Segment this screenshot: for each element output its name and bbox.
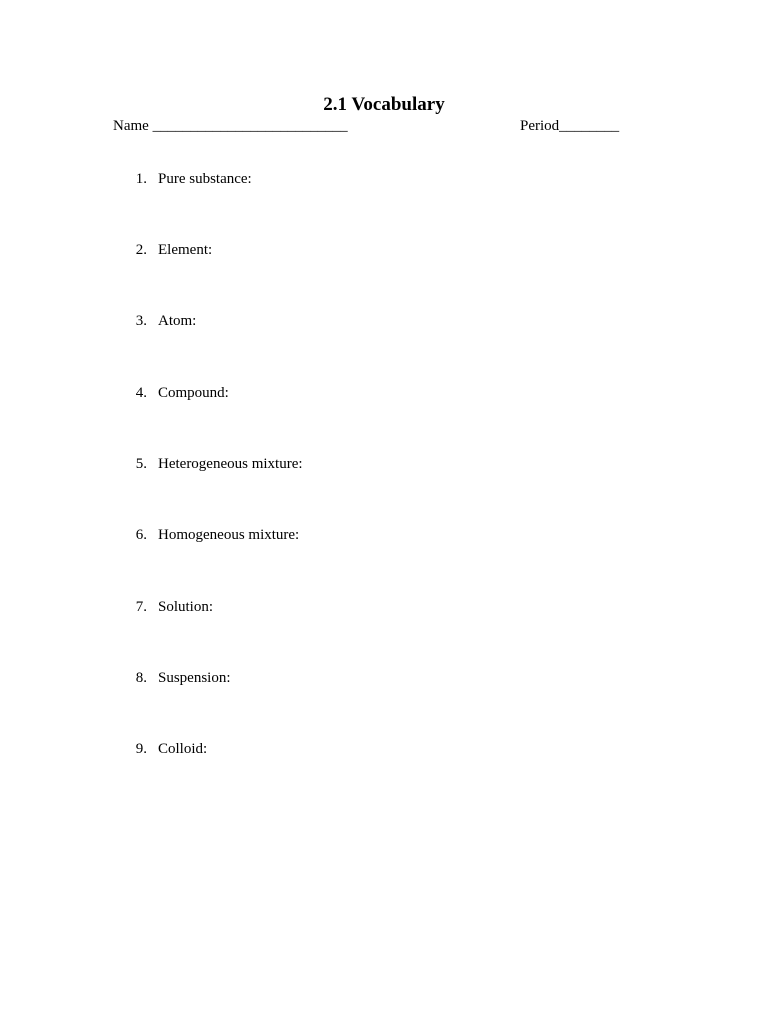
list-item — [0, 383, 768, 403]
item-number: 3. — [135, 313, 147, 329]
item-term: Homogeneous mixture: — [158, 527, 300, 543]
list-item — [0, 597, 768, 617]
item-number: 4. — [135, 385, 147, 401]
item-term: Element: — [158, 242, 213, 258]
list-item — [0, 311, 768, 331]
item-term: Compound: — [158, 385, 229, 401]
item-number: 2. — [135, 242, 147, 258]
item-term: Pure substance: — [158, 171, 252, 187]
item-number: 7. — [135, 599, 147, 615]
item-term: Solution: — [158, 599, 214, 615]
item-number: 6. — [135, 527, 147, 543]
item-term: Colloid: — [158, 741, 208, 757]
list-item — [0, 525, 768, 545]
item-number: 9. — [135, 741, 147, 757]
item-number: 5. — [135, 456, 147, 472]
item-number: 8. — [135, 670, 147, 686]
list-item — [0, 454, 768, 474]
item-number: 1. — [135, 171, 147, 187]
item-term: Suspension: — [158, 670, 231, 686]
period-field-label: Period________ — [520, 118, 620, 134]
item-term: Heterogeneous mixture: — [158, 456, 303, 472]
list-item — [0, 240, 768, 260]
list-item — [0, 668, 768, 688]
item-term: Atom: — [158, 313, 197, 329]
list-item — [0, 739, 768, 759]
name-field-label: Name __________________________ — [113, 118, 348, 134]
list-item — [0, 169, 768, 189]
page-title: 2.1 Vocabulary — [323, 94, 445, 115]
